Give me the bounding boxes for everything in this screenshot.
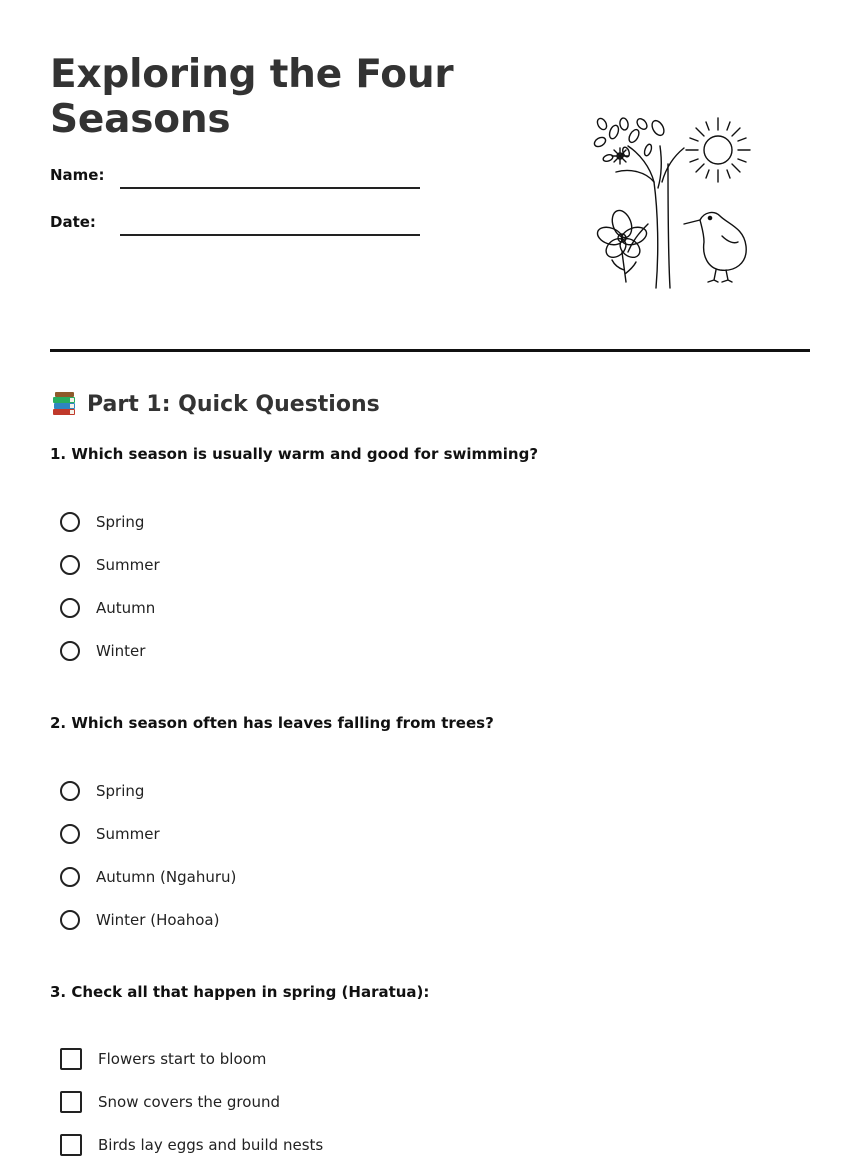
option-label: Autumn (Ngahuru) — [96, 868, 237, 886]
option-label: Snow covers the ground — [98, 1093, 280, 1111]
seasons-illustration — [588, 112, 758, 292]
option-label: Flowers start to bloom — [98, 1050, 267, 1068]
header-divider — [50, 349, 810, 352]
q2-option-3[interactable] — [60, 865, 236, 889]
checkbox[interactable] — [60, 1048, 82, 1070]
option-label: Summer — [96, 825, 160, 843]
checkbox[interactable] — [60, 1134, 82, 1156]
q3-option-1[interactable] — [60, 1047, 266, 1071]
q1-option-4[interactable] — [60, 639, 145, 663]
option-label: Birds lay eggs and build nests — [98, 1136, 324, 1154]
radio-button[interactable] — [60, 910, 80, 930]
date-field[interactable] — [120, 234, 420, 236]
radio-button[interactable] — [60, 641, 80, 661]
question-1: 1. Which season is usually warm and good for swimming? — [50, 445, 539, 463]
q3-option-3[interactable] — [60, 1133, 323, 1157]
option-label: Autumn — [96, 599, 156, 617]
option-label: Summer — [96, 556, 160, 574]
q1-option-3[interactable] — [60, 596, 155, 620]
radio-button[interactable] — [60, 512, 80, 532]
question-3: 3. Check all that happen in spring (Haratua): — [50, 983, 430, 1001]
tree-icon — [593, 117, 684, 288]
option-label: Winter (Hoahoa) — [96, 911, 220, 929]
sun-icon — [686, 118, 750, 182]
radio-button[interactable] — [60, 781, 80, 801]
q1-option-2[interactable] — [60, 553, 160, 577]
q3-option-2[interactable] — [60, 1090, 280, 1114]
name-field[interactable] — [120, 187, 420, 189]
q1-option-1[interactable] — [60, 510, 144, 534]
books-icon — [50, 390, 78, 418]
part1-title: Part 1: Quick Questions — [87, 391, 380, 417]
q2-option-1[interactable] — [60, 779, 144, 803]
question-2: 2. Which season often has leaves falling from trees? — [50, 714, 494, 732]
option-label: Spring — [96, 513, 145, 531]
option-label: Winter — [96, 642, 146, 660]
option-label: Spring — [96, 782, 145, 800]
date-label: Date: — [50, 213, 96, 231]
radio-button[interactable] — [60, 867, 80, 887]
radio-button[interactable] — [60, 824, 80, 844]
radio-button[interactable] — [60, 555, 80, 575]
part1-heading — [50, 388, 380, 420]
checkbox[interactable] — [60, 1091, 82, 1113]
q2-option-4[interactable] — [60, 908, 219, 932]
q2-option-2[interactable] — [60, 822, 160, 846]
radio-button[interactable] — [60, 598, 80, 618]
page-title: Exploring the Four Seasons — [50, 52, 454, 142]
name-label: Name: — [50, 166, 105, 184]
kiwi-bird-icon — [684, 213, 746, 282]
flower-icon — [595, 208, 649, 282]
